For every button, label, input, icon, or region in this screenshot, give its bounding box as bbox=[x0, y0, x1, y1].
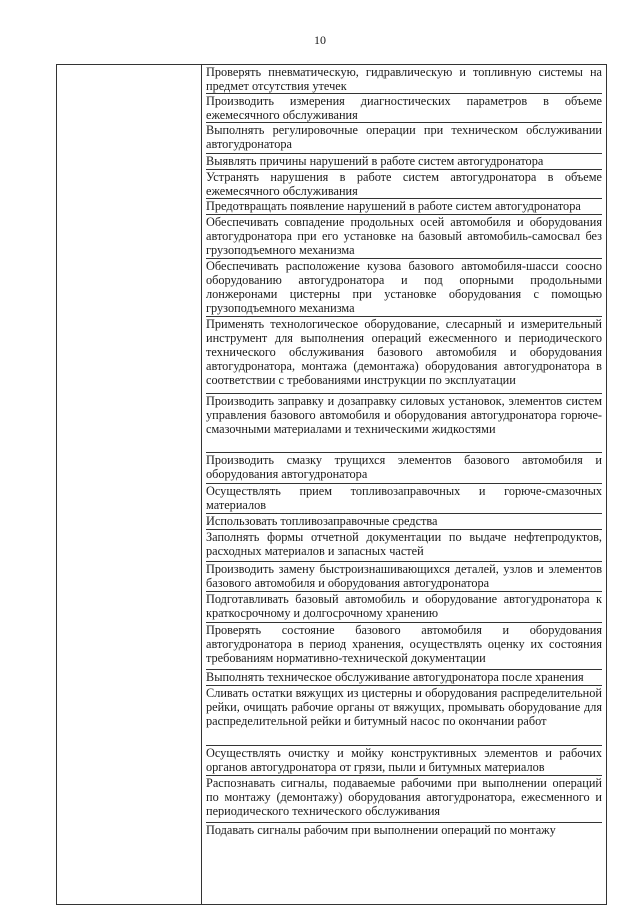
page-number: 10 bbox=[314, 33, 326, 47]
task-item: Выполнять регулировочные операции при техническом обслуживании автогудронатора bbox=[206, 123, 602, 154]
task-item: Обеспечивать совпадение продольных осей автомобиля и оборудования автогудронатора при его установке на базовый автомобиль-самосвал без грузоподъемного механизма bbox=[206, 215, 602, 257]
task-item: Выполнять техническое обслуживание автогудронатора после хранения bbox=[206, 670, 602, 686]
task-item: Проверять состояние базового автомобиля и оборудования автогудронатора в период хранения, осуществлять оценку их состояния требованиям нормативно-технической документации bbox=[206, 623, 602, 670]
table-row bbox=[57, 65, 607, 905]
task-item: Производить замену быстроизнашивающихся деталей, узлов и элементов базового автомобиля и оборудования автогудронатора bbox=[206, 562, 602, 590]
task-item: Подавать сигналы рабочим при выполнении операций по монтажу bbox=[206, 823, 556, 837]
task-item: Осуществлять прием топливозаправочных и горюче-смазочных материалов bbox=[206, 484, 602, 512]
task-item: Использовать топливозаправочные средства bbox=[206, 514, 602, 530]
task-item: Производить смазку трущихся элементов базового автомобиля и оборудования автогудронатора bbox=[206, 453, 602, 484]
task-item: Проверять пневматическую, гидравлическую и топливную системы на предмет отсутствия утечек bbox=[206, 65, 602, 93]
task-item: Сливать остатки вяжущих из цистерны и оборудования распределительной рейки, очищать рабочие органы от вяжущих, промывать оборудование для распределительной рейки и битумный насос по окончании работ bbox=[206, 686, 602, 746]
skills-table bbox=[56, 64, 607, 905]
task-item: Осуществлять очистку и мойку конструктивных элементов и рабочих органов автогудронатора от грязи, пыли и битумных материалов bbox=[206, 746, 602, 774]
task-item: Выявлять причины нарушений в работе систем автогудронатора bbox=[206, 154, 602, 170]
task-item: Применять технологическое оборудование, слесарный и измерительный инструмент для выполнения операций ежесменного и периодического технического обслуживания базового автомобиля и оборудования автогудронатора, монтажа (демонтажа) оборудования автогудронатора в соответствии с требованиями инструкции по эксплуатации bbox=[206, 317, 602, 394]
task-item: Обеспечивать расположение кузова базового автомобиля-шасси соосно оборудованию автогудронатора и под опорными продольными лонжеронами цистерны при установке оборудования с помощью грузоподъемного механизма bbox=[206, 259, 602, 315]
left-column-cell bbox=[57, 65, 202, 905]
task-item: Производить заправку и дозаправку силовых установок, элементов систем управления базового автомобиля и оборудования автогудронатора горюче-смазочными материалами и техническими жидкостями bbox=[206, 394, 602, 453]
right-column-cell bbox=[202, 65, 607, 905]
task-item: Заполнять формы отчетной документации по выдаче нефтепродуктов, расходных материалов и запасных частей bbox=[206, 530, 602, 562]
task-item: Устранять нарушения в работе систем автогудронатора в объеме ежемесячного обслуживания bbox=[206, 170, 602, 198]
task-item: Производить измерения диагностических параметров в объеме ежемесячного обслуживания bbox=[206, 94, 602, 122]
task-item: Предотвращать появление нарушений в работе систем автогудронатора bbox=[206, 199, 602, 215]
task-item: Распознавать сигналы, подаваемые рабочими при выполнении операций по монтажу (демонтажу) оборудования автогудронатора, ежесменного и периодического технического обслуживания bbox=[206, 776, 602, 823]
task-item: Подготавливать базовый автомобиль и оборудование автогудронатора к краткосрочному и долгосрочному хранению bbox=[206, 592, 602, 623]
